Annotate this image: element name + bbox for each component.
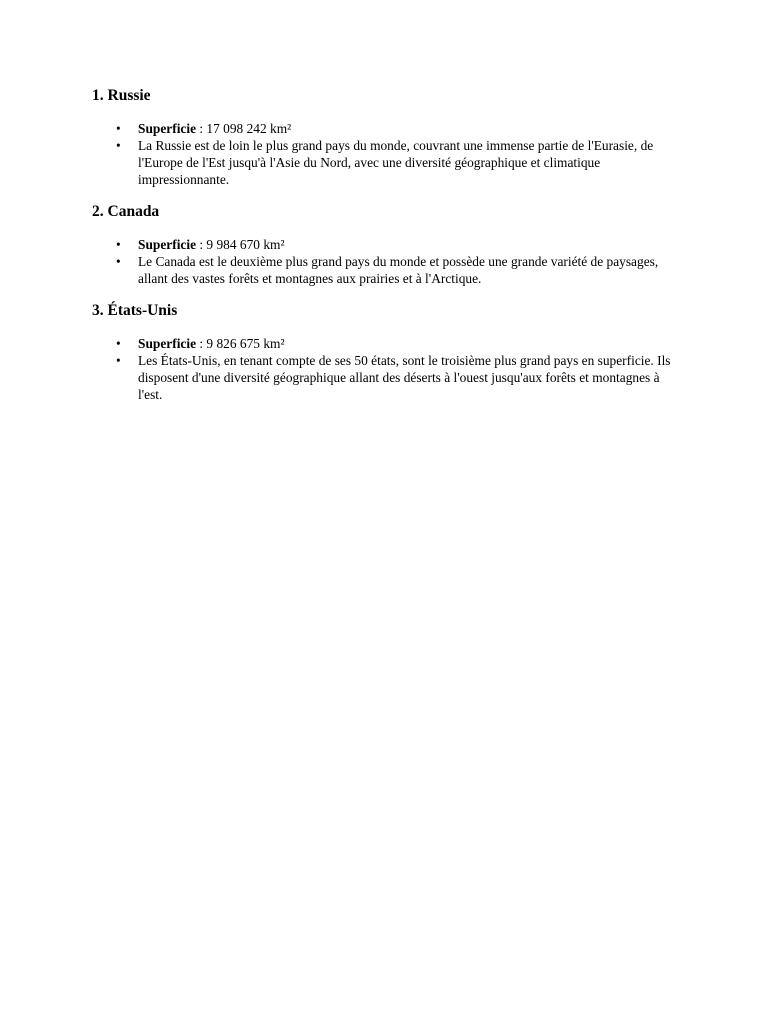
area-label: Superficie xyxy=(138,121,197,136)
section-title: 2. Canada xyxy=(92,203,160,220)
section-russia xyxy=(92,86,678,188)
bullet-icon: • xyxy=(116,336,121,351)
list-item-area xyxy=(92,236,678,253)
area-value: : 17 098 242 km² xyxy=(196,121,292,136)
section-title: 1. Russie xyxy=(92,87,151,104)
bullet-icon: • xyxy=(116,237,121,252)
bullet-list xyxy=(92,120,678,188)
list-item-description xyxy=(92,137,678,188)
list-item-description xyxy=(92,253,678,287)
area-label: Superficie xyxy=(138,336,197,351)
bullet-icon: • xyxy=(116,353,121,368)
bullet-icon: • xyxy=(116,254,121,269)
area-value: : 9 984 670 km² xyxy=(196,237,285,252)
list-item-description xyxy=(92,352,678,403)
section-usa xyxy=(92,301,678,403)
list-item-area xyxy=(92,120,678,137)
description-text: Les États-Unis, en tenant compte de ses 50 états, sont le troisième plus grand pays en superficie. Ils disposent d'une diversité géographique allant des déserts à l'ouest jusqu'aux forêts et montagnes à l'est. xyxy=(138,353,671,402)
section-canada xyxy=(92,202,678,287)
area-value: : 9 826 675 km² xyxy=(196,336,285,351)
description-text: La Russie est de loin le plus grand pays du monde, couvrant une immense partie de l'Eurasie, de l'Europe de l'Est jusqu'à l'Asie du Nord, avec une diversité géographique et climatique impressionnante. xyxy=(138,138,654,187)
list-item-area xyxy=(92,335,678,352)
bullet-list xyxy=(92,335,678,403)
description-text: Le Canada est le deuxième plus grand pays du monde et possède une grande variété de paysages, allant des vastes forêts et montagnes aux prairies et à l'Arctique. xyxy=(138,254,659,286)
section-title: 3. États-Unis xyxy=(92,302,178,319)
bullet-list xyxy=(92,236,678,287)
area-label: Superficie xyxy=(138,237,197,252)
bullet-icon: • xyxy=(116,121,121,136)
bullet-icon: • xyxy=(116,138,121,153)
